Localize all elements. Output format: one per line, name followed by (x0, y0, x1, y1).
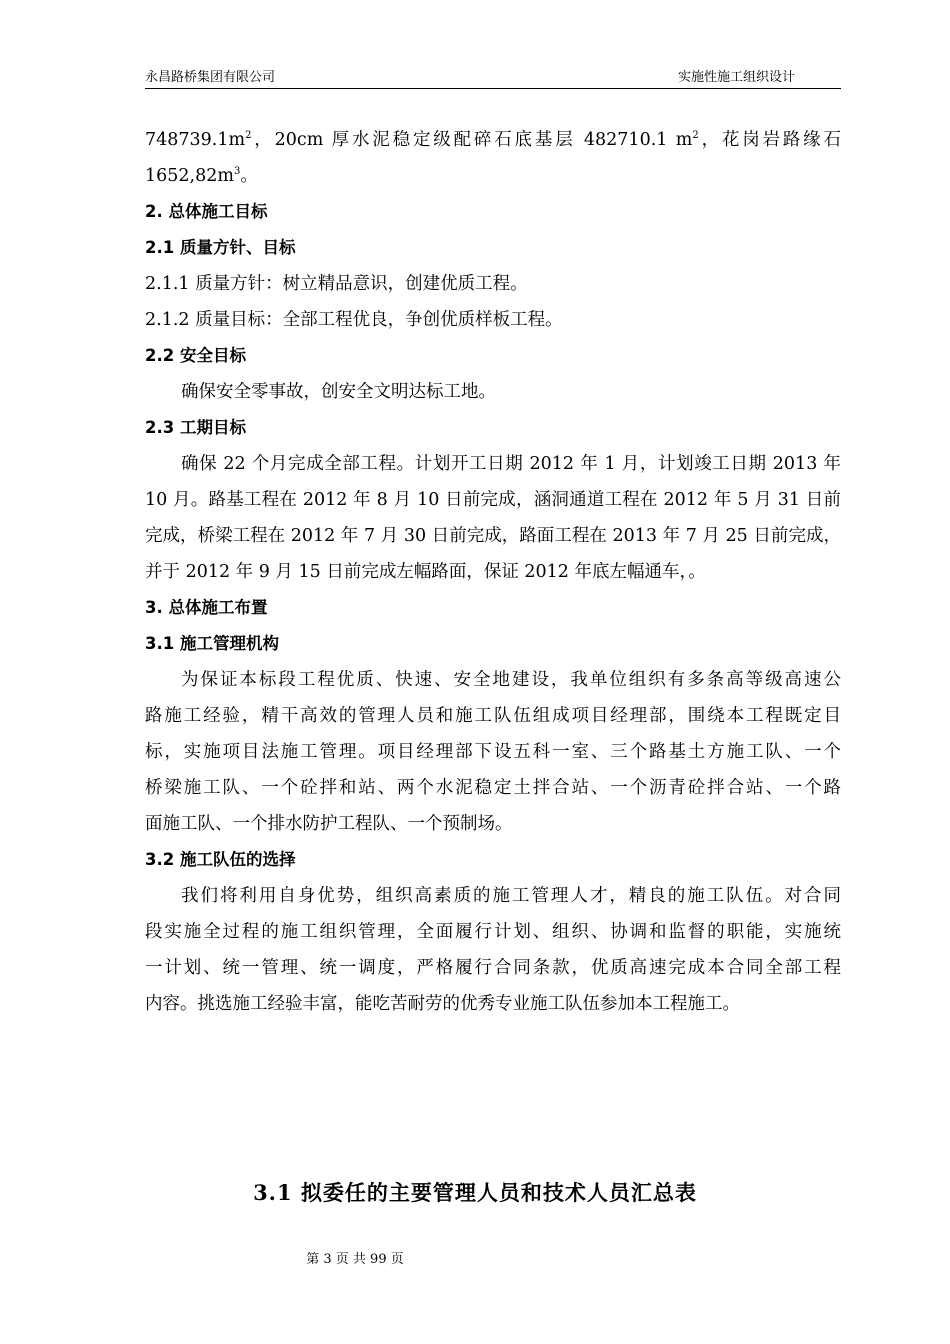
paragraph-line: 2.1.1 质量方针：树立精品意识，创建优质工程。 (145, 274, 528, 294)
paragraph-line: 完成，桥梁工程在 2012 年 7 月 30 日前完成，路面工程在 2013 年 7 月 25 日前完成， (145, 526, 841, 546)
paragraph-line: 为保证本标段工程优质、快速、安全地建设，我单位组织有多条高等级高速公 (181, 670, 841, 690)
paragraph-line: 标，实施项目法施工管理。项目经理部下设五科一室、三个路基土方施工队、一个 (145, 742, 841, 762)
table-title: 3.1 拟委任的主要管理人员和技术人员汇总表 (253, 1180, 697, 1205)
paragraph-line: 2.1.2 质量目标：全部工程优良，争创优质样板工程。 (145, 310, 563, 330)
subsection-heading: 2.1 质量方针、目标 (145, 238, 296, 257)
section-heading: 3. 总体施工布置 (145, 598, 268, 617)
paragraph-line: 路施工经验，精干高效的管理人员和施工队伍组成项目经理部，围绕本工程既定目 (145, 706, 841, 726)
section-heading: 2. 总体施工目标 (145, 202, 268, 221)
paragraph-line: $748739.1m^2$，20cm 厚水泥稳定级配碎石底基层 482710.1 $m^2$，花岗岩路缘石 (145, 130, 842, 150)
paragraph-line: 确保安全零事故，创安全文明达标工地。 (181, 382, 496, 402)
paragraph-line: 10 月。路基工程在 2012 年 8 月 10 日前完成，涵洞通道工程在 2012 年 5 月 31 日前 (145, 490, 841, 510)
paragraph-line: 并于 2012 年 9 月 15 日前完成左幅路面，保证 2012 年底左幅通车，。 (145, 562, 706, 582)
paragraph-line: 桥梁施工队、一个砼拌和站、两个水泥稳定土拌合站、一个沥青砼拌合站、一个路 (145, 778, 841, 798)
document-body (145, 122, 841, 1022)
subsection-heading: 3.2 施工队伍的选择 (145, 850, 296, 869)
paragraph-line: 面施工队、一个排水防护工程队、一个预制场。 (145, 814, 513, 834)
page-footer: 第 3 页 共 99 页 (306, 1252, 404, 1267)
header-doc-title: 实施性施工组织设计 (677, 70, 795, 85)
page-header (145, 66, 841, 89)
header-company: 永昌路桥集团有限公司 (145, 70, 276, 85)
subsection-heading: 3.1 施工管理机构 (145, 634, 279, 653)
subsection-heading: 2.2 安全目标 (145, 346, 246, 365)
subsection-heading: 2.3 工期目标 (145, 418, 246, 437)
paragraph-line: 内容。挑选施工经验丰富，能吃苦耐劳的优秀专业施工队伍参加本工程施工。 (145, 994, 740, 1014)
paragraph-line: 段实施全过程的施工组织管理，全面履行计划、组织、协调和监督的职能，实施统 (145, 922, 841, 942)
paragraph-line: 我们将利用自身优势，组织高素质的施工管理人才，精良的施工队伍。对合同 (181, 886, 841, 906)
paragraph-line: 确保 22 个月完成全部工程。计划开工日期 2012 年 1 月，计划竣工日期 2013 年 (181, 454, 841, 474)
paragraph-line: $1652,82m^3$。 (145, 166, 258, 186)
paragraph-line: 一计划、统一管理、统一调度，严格履行合同条款，优质高速完成本合同全部工程 (145, 958, 841, 978)
